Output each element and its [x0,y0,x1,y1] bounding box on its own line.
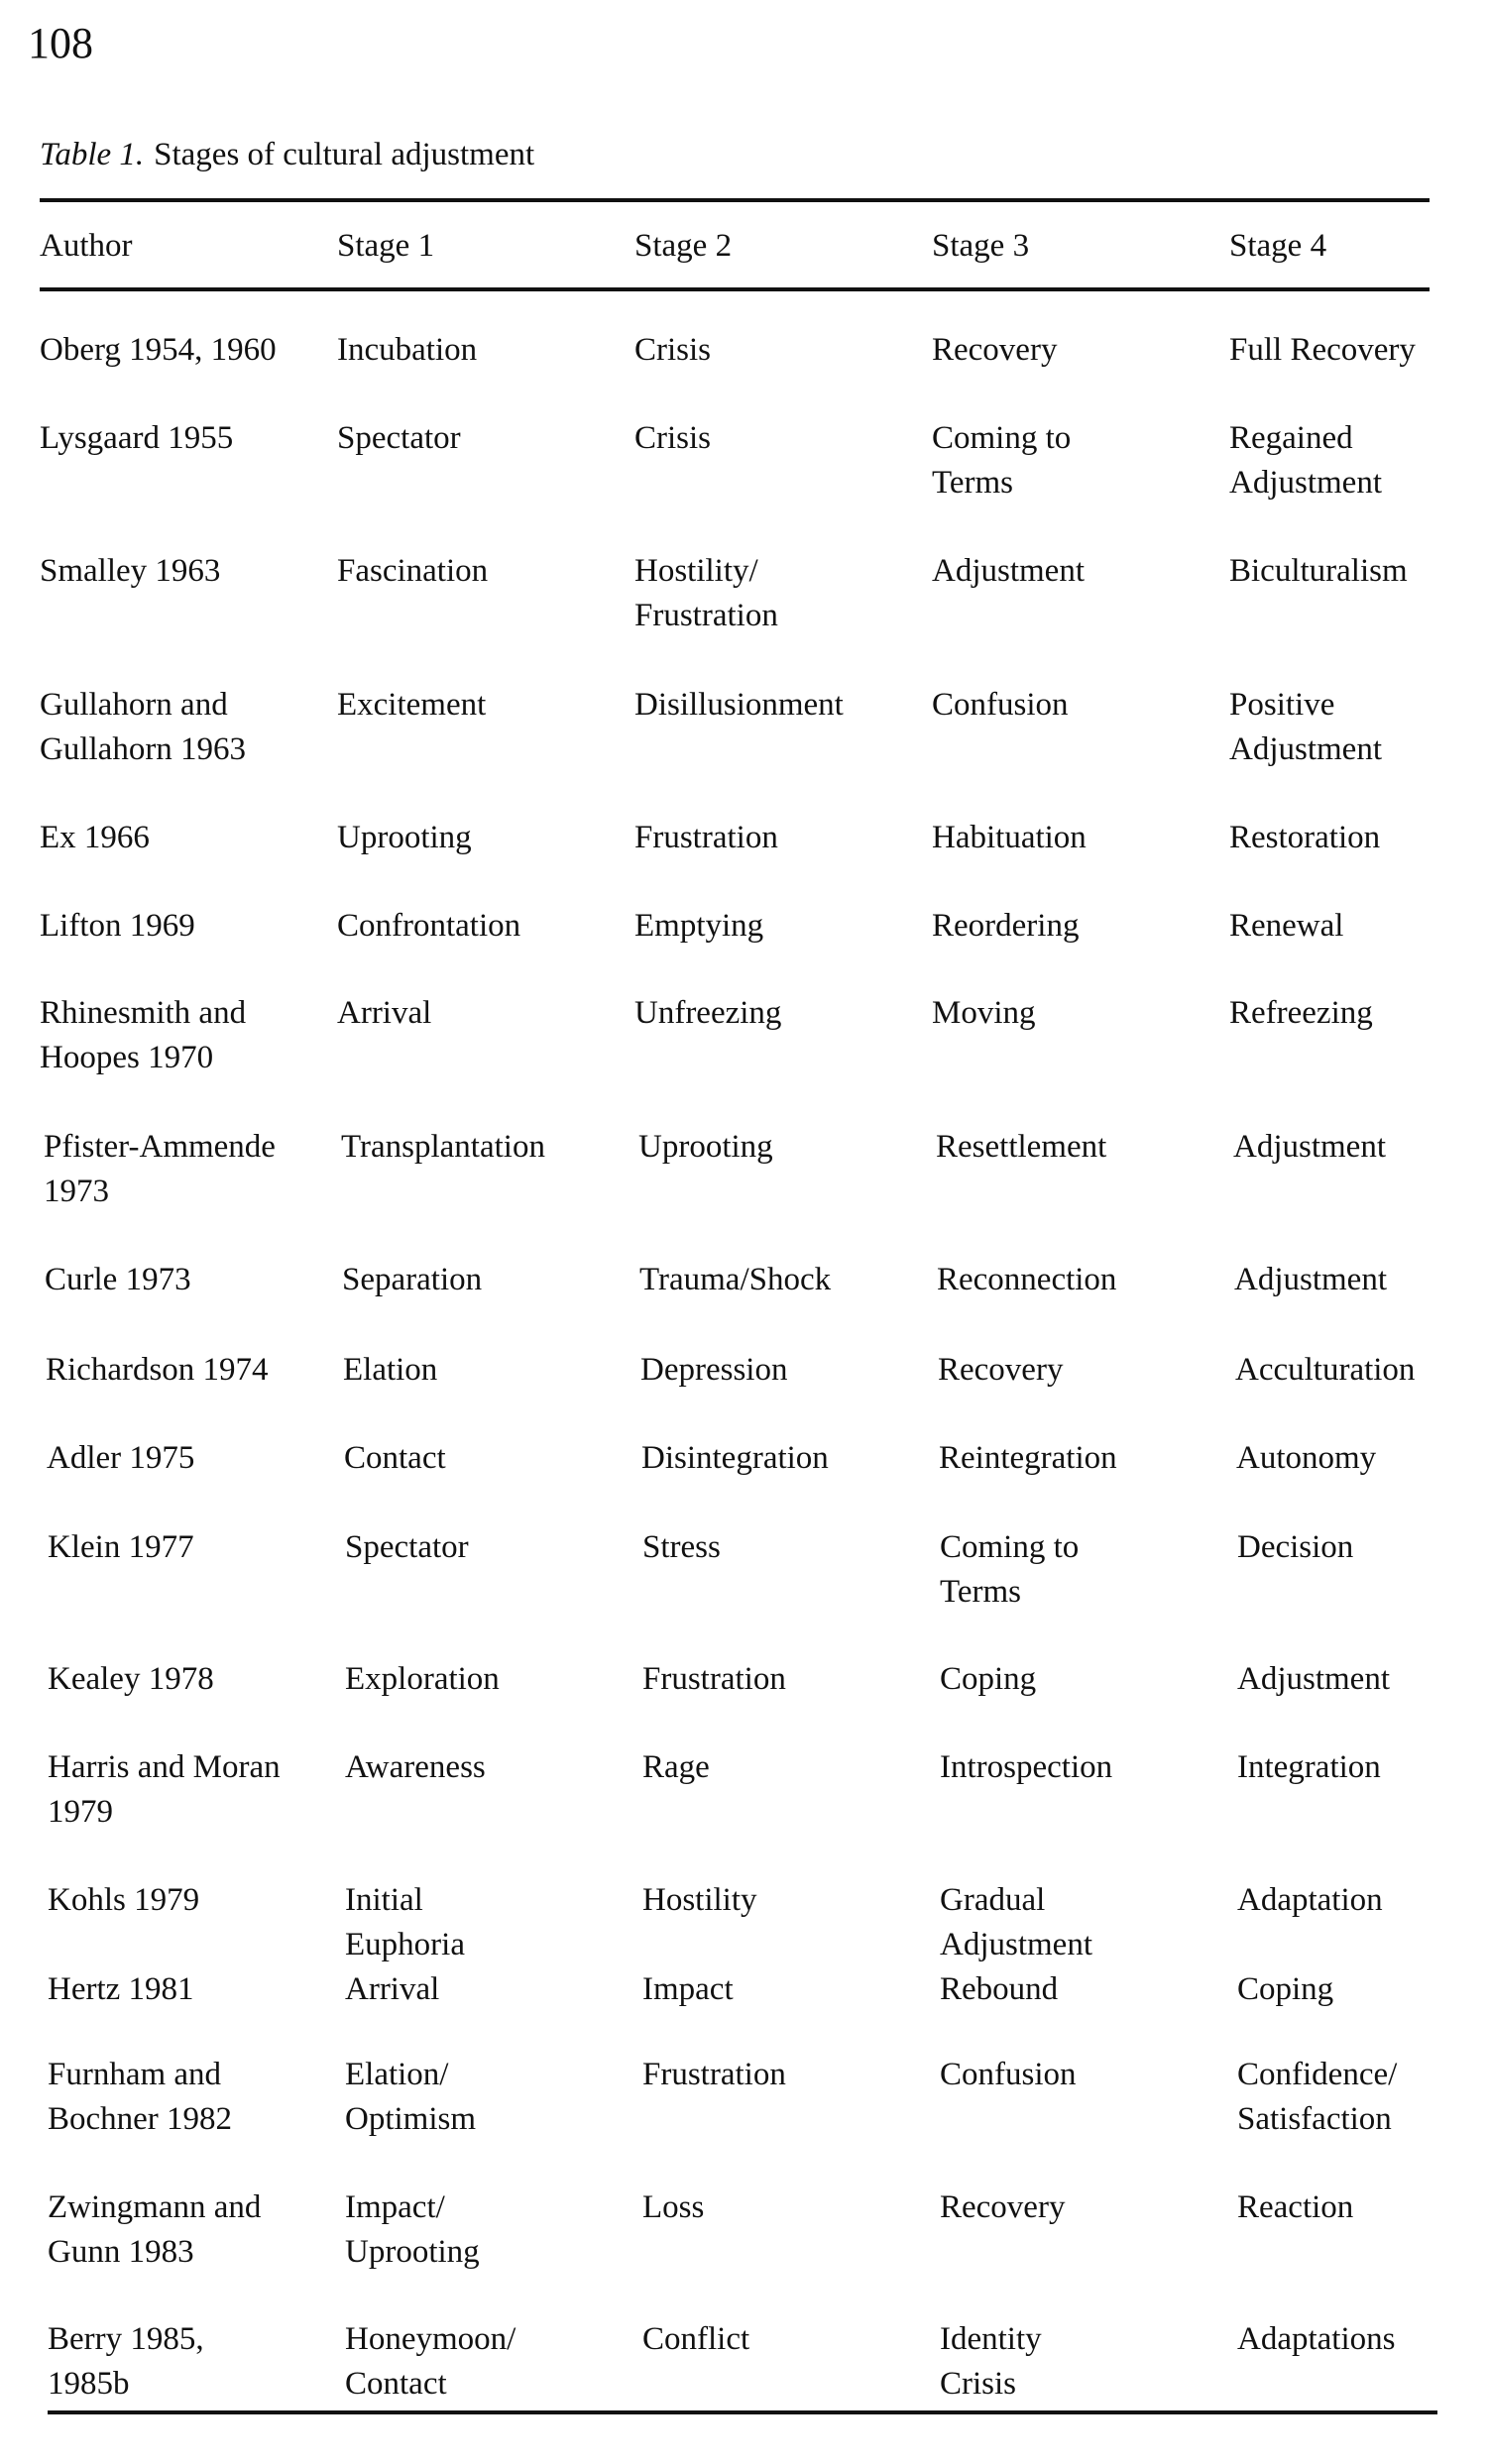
author-cell: Oberg 1954, 1960 [40,332,277,368]
stage-4-cell: Autonomy [1236,1440,1377,1476]
author-cell: Adler 1975 [47,1440,195,1476]
stage-1-cell: Excitement [337,687,487,723]
bottom-rule [48,2410,1437,2414]
stage-2-cell: Unfreezing [634,995,782,1031]
stage-2-cell: Disillusionment [634,687,844,723]
table-caption [40,137,534,173]
top-rule [40,198,1430,202]
stage-2-cell: Crisis [634,420,712,456]
stage-3-cell: Coping [940,1661,1037,1697]
header-stage-4: Stage 4 [1229,228,1327,264]
stage-2-cell: Frustration [642,1661,786,1697]
author-cell: Harris and Moran 1979 [48,1749,281,1830]
author-cell: Lifton 1969 [40,908,195,944]
stage-2-cell: Frustration [634,820,778,855]
stage-1-cell: Impact/ Uprooting [345,2189,480,2270]
stage-1-cell: Confrontation [337,908,521,944]
stage-4-cell: Adjustment [1237,1661,1390,1697]
stage-2-cell: Frustration [642,2057,786,2092]
stage-3-cell: Adjustment [932,553,1085,589]
stage-4-cell: Decision [1237,1529,1354,1565]
stage-2-cell: Loss [642,2189,705,2225]
stage-3-cell: Confusion [940,2057,1077,2092]
author-cell: Klein 1977 [48,1529,194,1565]
stage-4-cell: Coping [1237,1971,1334,2007]
stage-4-cell: Acculturation [1235,1352,1416,1388]
stage-4-cell: Regained Adjustment [1229,420,1382,501]
stage-3-cell: Moving [932,995,1036,1031]
header-author: Author [40,228,133,264]
stage-4-cell: Reaction [1237,2189,1354,2225]
stage-2-cell: Emptying [634,908,764,944]
stage-2-cell: Disintegration [641,1440,829,1476]
stage-2-cell: Hostility [642,1882,757,1918]
stage-4-cell: Adjustment [1234,1262,1387,1297]
stage-2-cell: Depression [640,1352,788,1388]
author-cell: Kealey 1978 [48,1661,214,1697]
stage-1-cell: Awareness [345,1749,486,1785]
stage-2-cell: Impact [642,1971,734,2007]
author-cell: Furnham and Bochner 1982 [48,2057,233,2137]
stage-4-cell: Restoration [1229,820,1381,855]
stage-4-cell: Confidence/ Satisfaction [1237,2057,1398,2137]
stage-2-cell: Uprooting [638,1129,773,1165]
stage-1-cell: Uprooting [337,820,472,855]
stage-4-cell: Adaptations [1237,2321,1396,2357]
stage-2-cell: Crisis [634,332,712,368]
stage-1-cell: Contact [344,1440,446,1476]
stage-1-cell: Initial Euphoria [345,1882,465,1962]
stage-3-cell: Recovery [938,1352,1064,1388]
stage-4-cell: Full Recovery [1229,332,1416,368]
stage-1-cell: Spectator [337,420,461,456]
header-stage-2: Stage 2 [634,228,733,264]
stage-1-cell: Elation/ Optimism [345,2057,477,2137]
stage-2-cell: Conflict [642,2321,750,2357]
table-label: Table 1. [40,137,145,172]
stage-3-cell: Gradual Adjustment [940,1882,1092,1962]
author-cell: Berry 1985, 1985b [48,2321,204,2402]
stage-3-cell: Coming to Terms [940,1529,1080,1610]
stage-4-cell: Refreezing [1229,995,1373,1031]
stage-1-cell: Exploration [345,1661,500,1697]
stage-1-cell: Fascination [337,553,489,589]
author-cell: Lysgaard 1955 [40,420,234,456]
author-cell: Richardson 1974 [46,1352,269,1388]
header-rule [40,287,1430,291]
stage-4-cell: Adjustment [1233,1129,1386,1165]
stage-1-cell: Transplantation [341,1129,545,1165]
stage-3-cell: Confusion [932,687,1069,723]
stage-4-cell: Biculturalism [1229,553,1408,589]
author-cell: Pfister-Ammende 1973 [44,1129,276,1209]
page-number: 108 [28,19,93,67]
stage-2-cell: Hostility/ Frustration [634,553,778,633]
author-cell: Rhinesmith and Hoopes 1970 [40,995,247,1075]
stage-2-cell: Trauma/Shock [639,1262,832,1297]
table-title: Stages of cultural adjustment [154,137,535,172]
author-cell: Kohls 1979 [48,1882,200,1918]
stage-3-cell: Reconnection [937,1262,1117,1297]
stage-1-cell: Arrival [337,995,432,1031]
stage-1-cell: Honeymoon/ Contact [345,2321,516,2402]
stage-1-cell: Separation [342,1262,483,1297]
header-stage-3: Stage 3 [932,228,1030,264]
stage-3-cell: Habituation [932,820,1087,855]
author-cell: Ex 1966 [40,820,150,855]
stage-3-cell: Recovery [932,332,1058,368]
stage-3-cell: Reordering [932,908,1080,944]
author-cell: Curle 1973 [45,1262,191,1297]
stage-1-cell: Incubation [337,332,478,368]
stage-2-cell: Rage [642,1749,710,1785]
stage-4-cell: Renewal [1229,908,1344,944]
stage-2-cell: Stress [642,1529,721,1565]
stage-3-cell: Recovery [940,2189,1066,2225]
stage-1-cell: Arrival [345,1971,440,2007]
stage-4-cell: Positive Adjustment [1229,687,1382,767]
author-cell: Zwingmann and Gunn 1983 [48,2189,262,2270]
stage-4-cell: Adaptation [1237,1882,1383,1918]
stage-3-cell: Rebound [940,1971,1059,2007]
stage-1-cell: Spectator [345,1529,469,1565]
author-cell: Smalley 1963 [40,553,221,589]
header-stage-1: Stage 1 [337,228,435,264]
author-cell: Gullahorn and Gullahorn 1963 [40,687,247,767]
stage-3-cell: Identity Crisis [940,2321,1042,2402]
stage-3-cell: Reintegration [939,1440,1117,1476]
author-cell: Hertz 1981 [48,1971,194,2007]
stage-1-cell: Elation [343,1352,438,1388]
stage-3-cell: Introspection [940,1749,1113,1785]
stage-3-cell: Resettlement [936,1129,1107,1165]
stage-3-cell: Coming to Terms [932,420,1072,501]
stage-4-cell: Integration [1237,1749,1381,1785]
